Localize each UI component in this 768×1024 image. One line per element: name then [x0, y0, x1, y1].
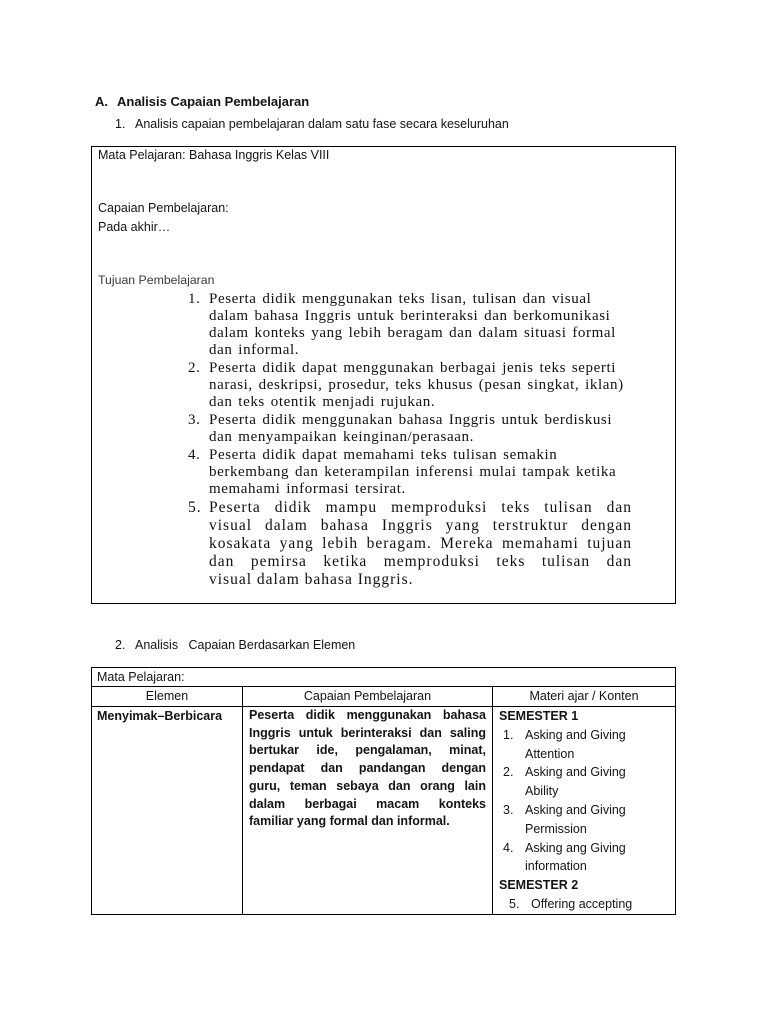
materi-text	[525, 726, 626, 764]
materi-text	[525, 801, 626, 839]
materi-item	[499, 839, 675, 877]
objective-item	[188, 447, 669, 498]
objective-item	[188, 499, 669, 589]
objective-line: dan informal.	[209, 342, 300, 358]
materi-line: Ability	[525, 784, 559, 799]
capaian-line: Inggris untuk berinteraksi dan saling	[249, 725, 486, 740]
objective-line: dalam konteks yang lebih beragam dan dalam situasi formal	[209, 325, 616, 341]
subject-line: Mata Pelajaran: Bahasa Inggris Kelas VIII	[98, 148, 330, 162]
objective-line: Peserta didik dapat menggunakan berbagai jenis teks seperti	[209, 360, 617, 376]
objective-line: dan teks otentik menjadi rujukan.	[209, 394, 436, 410]
overall-analysis-box	[91, 146, 676, 604]
materi-line: Asking and Giving	[525, 727, 626, 742]
semester-1-label: SEMESTER 1	[499, 709, 579, 723]
materi-number: 1.	[503, 727, 514, 742]
objective-line: dalam bahasa Inggris untuk berinteraksi dan berkomunikasi	[209, 308, 611, 324]
materi-text	[525, 839, 626, 877]
materi-number: 5.	[509, 896, 520, 911]
objective-item	[188, 412, 669, 446]
cell-elemen: Menyimak–Berbicara	[92, 707, 243, 914]
materi-text	[525, 763, 626, 801]
objective-number: 4.	[188, 447, 201, 463]
cell-capaian	[243, 707, 493, 914]
materi-line: Attention	[525, 746, 575, 761]
objective-number: 5.	[188, 498, 202, 516]
table-subject-row: Mata Pelajaran:	[92, 668, 675, 687]
objective-line: Peserta didik mampu memproduksi teks tulisan dan	[209, 498, 632, 516]
materi-line: Asking and Giving	[525, 802, 626, 817]
header-elemen: Elemen	[92, 687, 243, 706]
objective-text	[209, 499, 632, 589]
objective-line: visual dalam bahasa Inggris.	[209, 570, 414, 588]
section-a-title: Analisis Capaian Pembelajaran	[117, 94, 310, 109]
objective-line: memahami informasi tersirat.	[209, 481, 406, 497]
objective-line: Peserta didik menggunakan teks lisan, tulisan dan visual	[209, 291, 592, 307]
objective-text	[209, 412, 612, 446]
materi-text	[531, 895, 632, 914]
objective-text	[209, 291, 616, 359]
materi-line: Asking ang Giving	[525, 840, 626, 855]
subsection-1-title: Analisis capaian pembelajaran dalam satu fase secara keseluruhan	[135, 117, 509, 131]
capaian-line: familiar yang formal dan informal.	[249, 814, 450, 829]
materi-item	[499, 726, 675, 764]
objective-text	[209, 447, 616, 498]
objective-text	[209, 360, 624, 411]
cell-materi	[493, 707, 675, 914]
objective-number: 3.	[188, 412, 201, 428]
capaian-line: dalam berbagai macam konteks	[249, 796, 486, 811]
objective-line: Peserta didik dapat memahami teks tulisan semakin	[209, 447, 558, 463]
materi-item	[499, 895, 675, 914]
table-header-row	[92, 687, 675, 707]
objective-line: dan menyampaikan keinginan/perasaan.	[209, 429, 474, 445]
materi-item	[499, 801, 675, 839]
subsection-1-number: 1.	[115, 117, 126, 131]
table-row	[92, 707, 675, 914]
objective-item	[188, 291, 669, 359]
objectives-list	[188, 291, 669, 589]
materi-item	[499, 763, 675, 801]
materi-number: 2.	[503, 765, 514, 780]
element-analysis-table	[91, 667, 676, 915]
materi-line: Offering accepting	[531, 896, 633, 911]
objective-number: 1.	[188, 291, 201, 307]
subsection-1-heading	[115, 115, 509, 133]
capaian-line: pendapat dan pandangan dengan	[249, 761, 486, 776]
section-a-label: A.	[95, 94, 108, 109]
subsection-2-title: Analisis Capaian Berdasarkan Elemen	[135, 638, 356, 652]
objective-number: 2.	[188, 360, 201, 376]
subsection-2-heading	[115, 636, 355, 654]
objective-line: Peserta didik menggunakan bahasa Inggris untuk berdiskusi	[209, 412, 613, 428]
objective-line: dan pemirsa ketika memproduksi teks tulisan dan	[209, 552, 632, 570]
cp-text: Pada akhir…	[98, 220, 171, 234]
capaian-line: Peserta didik menggunakan bahasa	[249, 708, 486, 722]
materi-line: Permission	[525, 821, 587, 836]
objective-item	[188, 360, 669, 411]
header-capaian: Capaian Pembelajaran	[243, 687, 493, 706]
cp-label: Capaian Pembelajaran:	[98, 201, 229, 215]
capaian-line: bertukar ide, pengalaman, minat,	[249, 743, 486, 758]
materi-line: information	[525, 859, 587, 874]
section-a-heading	[95, 93, 309, 111]
objective-line: kosakata yang lebih beragam. Mereka memahami tujuan	[209, 534, 632, 552]
objective-line: berkembang dan keterampilan inferensi mulai tampak ketika	[209, 464, 617, 480]
materi-line: Asking and Giving	[525, 765, 626, 780]
materi-number: 4.	[503, 840, 514, 855]
objective-line: narasi, deskripsi, prosedur, teks khusus (pesan singkat, iklan)	[209, 377, 624, 393]
subsection-2-number: 2.	[115, 638, 126, 652]
tp-label: Tujuan Pembelajaran	[98, 273, 215, 287]
objective-line: visual dalam bahasa Inggris yang terstruktur dengan	[209, 516, 632, 534]
materi-number: 3.	[503, 802, 514, 817]
capaian-line: guru, teman sebaya dan orang lain	[249, 778, 486, 793]
semester-2-label: SEMESTER 2	[499, 878, 579, 893]
header-materi: Materi ajar / Konten	[529, 689, 639, 703]
